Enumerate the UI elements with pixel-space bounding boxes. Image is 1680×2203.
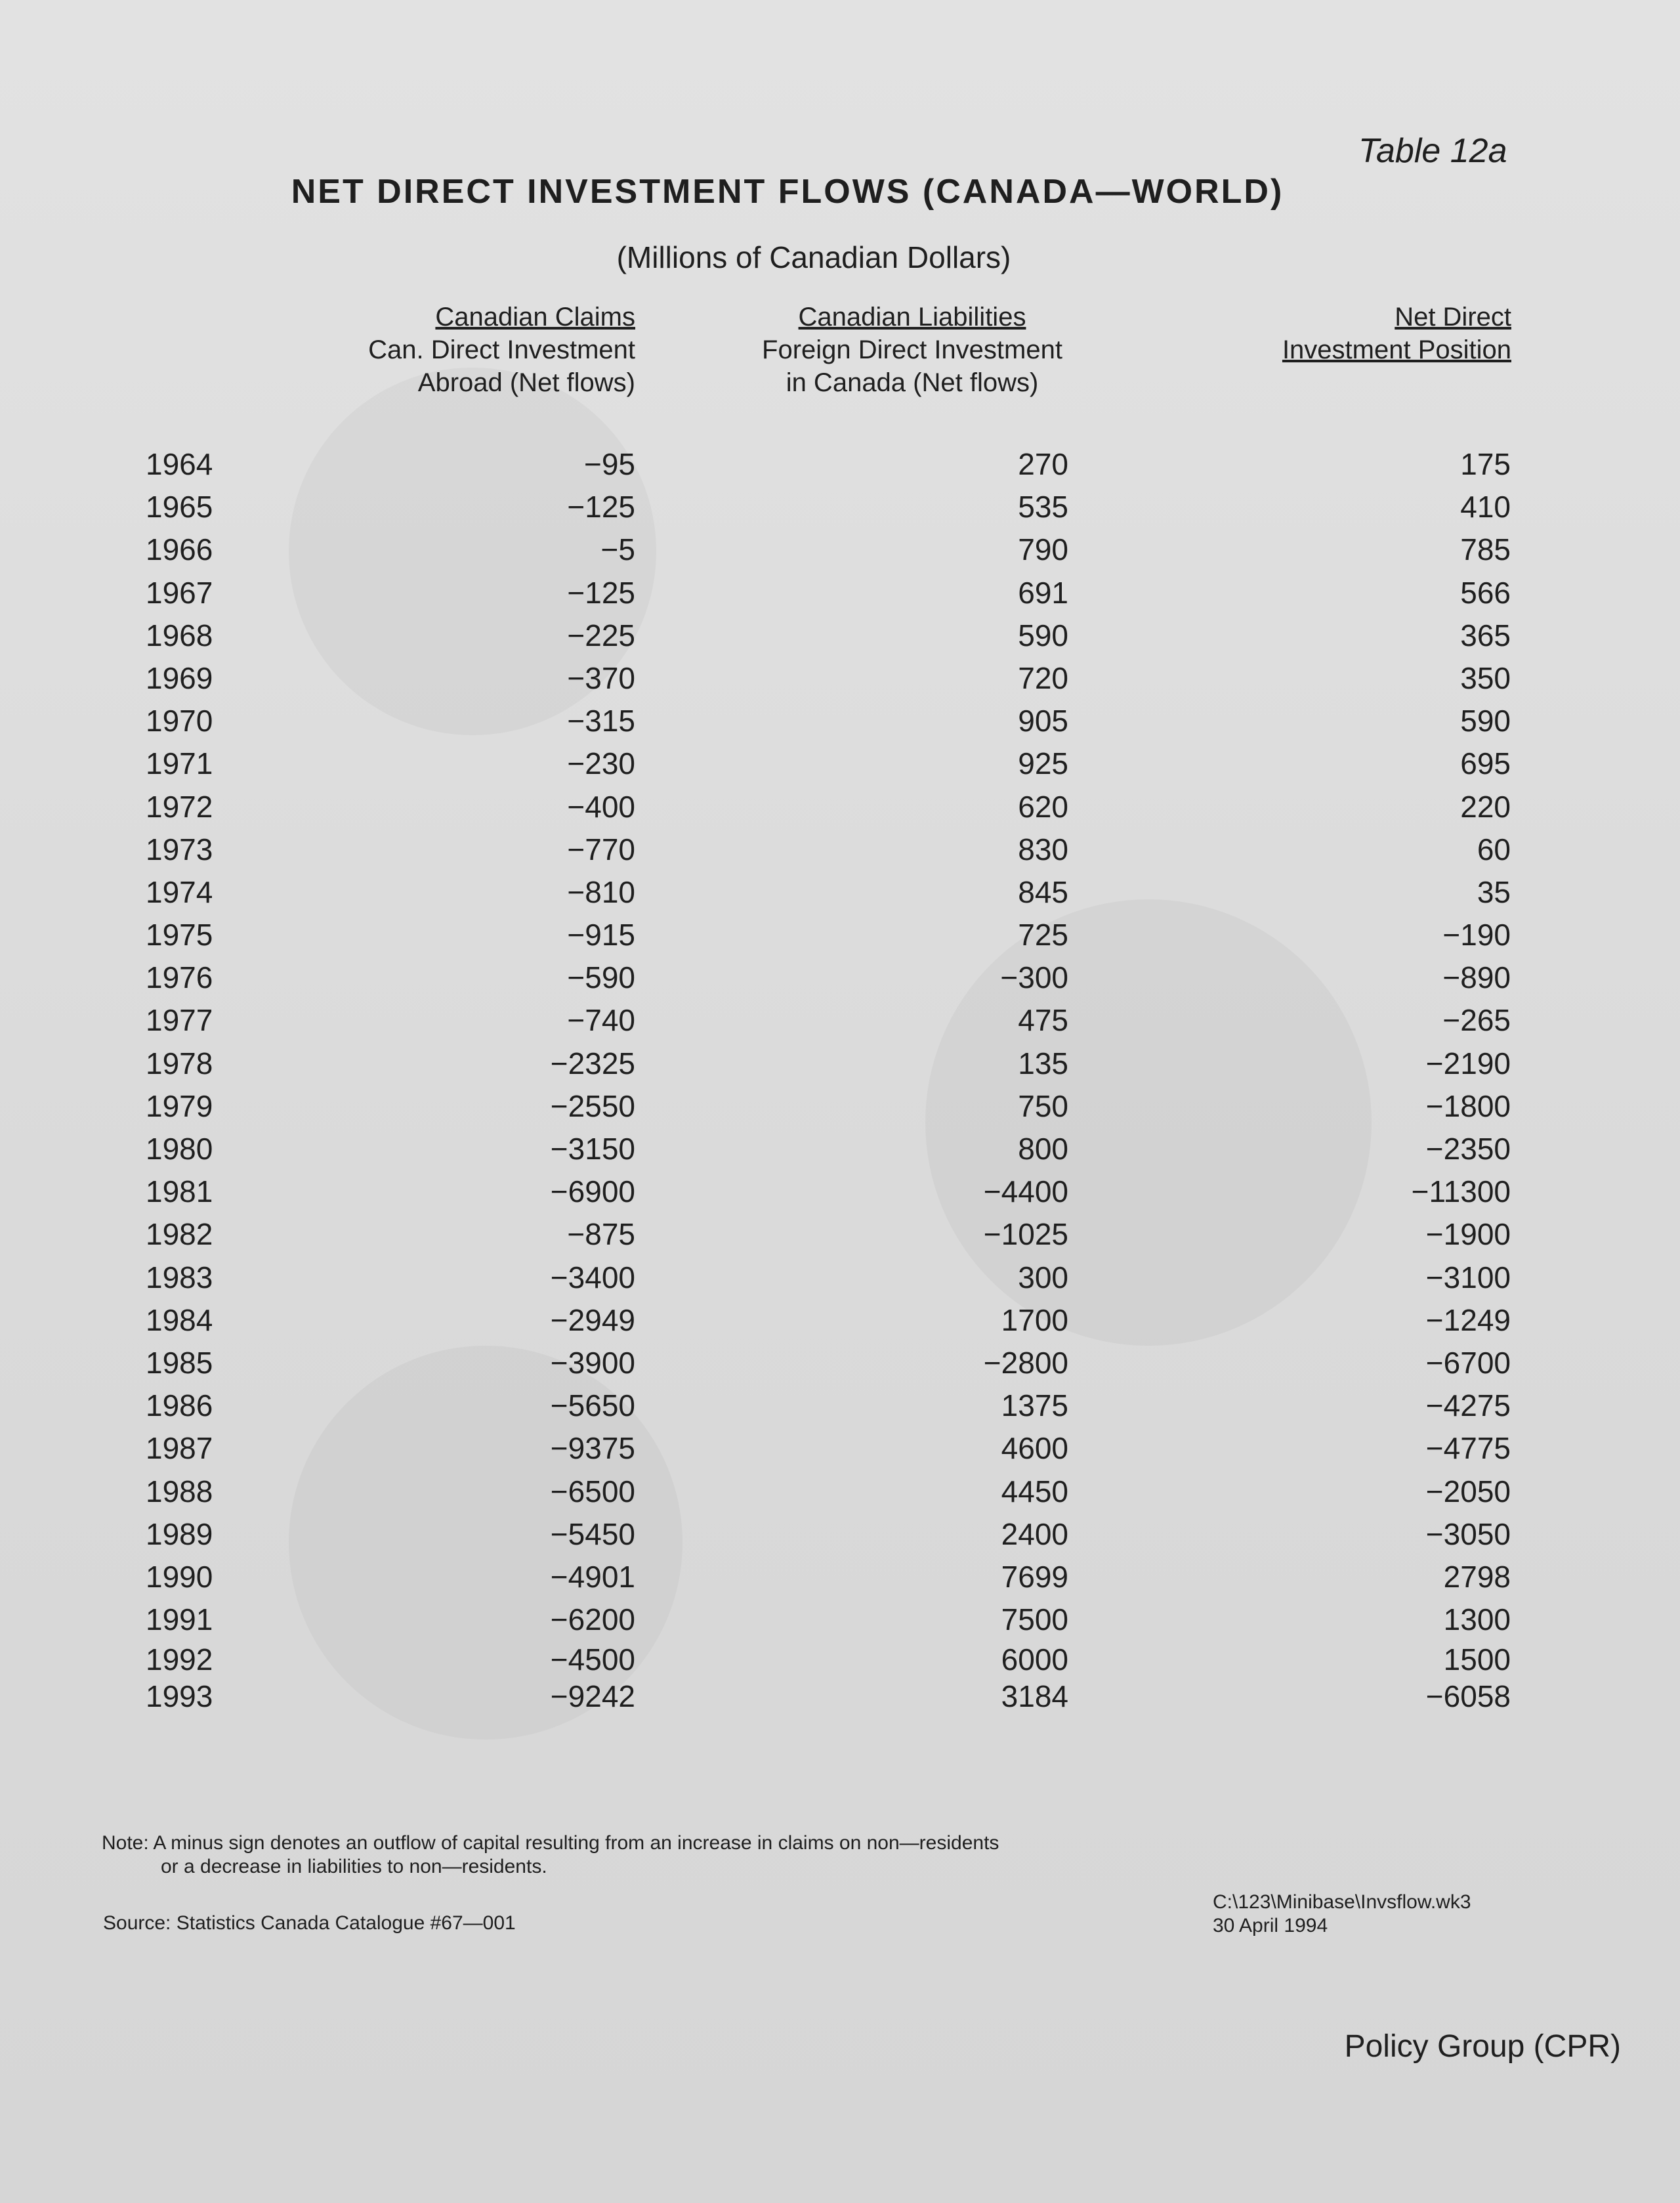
claims-cell: −9242 bbox=[550, 1679, 635, 1714]
year-cell: 1974 bbox=[146, 874, 213, 909]
year-cell: 1991 bbox=[146, 1602, 213, 1637]
claims-cell: −6500 bbox=[550, 1474, 635, 1508]
net-cell: −6058 bbox=[1425, 1679, 1511, 1714]
column-header-liabilities bbox=[722, 301, 1102, 399]
table-row bbox=[0, 1256, 1680, 1299]
data-table bbox=[0, 443, 1680, 1715]
liabilities-cell: 725 bbox=[1018, 918, 1068, 952]
year-cell: 1975 bbox=[146, 918, 213, 952]
liabilities-cell: 790 bbox=[1018, 532, 1068, 567]
column-header-net-line2: Investment Position bbox=[1282, 335, 1511, 364]
table-row bbox=[0, 1513, 1680, 1556]
year-cell: 1990 bbox=[146, 1559, 213, 1594]
year-cell: 1993 bbox=[146, 1679, 213, 1714]
net-cell: −3050 bbox=[1425, 1516, 1511, 1551]
liabilities-cell: 925 bbox=[1018, 746, 1068, 781]
claims-cell: −230 bbox=[567, 746, 635, 781]
table-row bbox=[0, 657, 1680, 700]
net-cell: 590 bbox=[1460, 704, 1511, 738]
table-row bbox=[0, 828, 1680, 871]
table-row bbox=[0, 614, 1680, 657]
year-cell: 1987 bbox=[146, 1431, 213, 1466]
net-cell: 785 bbox=[1460, 532, 1511, 567]
claims-cell: −2949 bbox=[550, 1302, 635, 1337]
liabilities-cell: 300 bbox=[1018, 1260, 1068, 1294]
net-cell: −1900 bbox=[1425, 1217, 1511, 1252]
year-cell: 1985 bbox=[146, 1345, 213, 1380]
claims-cell: −125 bbox=[567, 490, 635, 524]
claims-cell: −370 bbox=[567, 660, 635, 695]
table-row bbox=[0, 1042, 1680, 1085]
liabilities-cell: 4450 bbox=[1001, 1474, 1068, 1508]
net-cell: −2350 bbox=[1425, 1132, 1511, 1166]
table-row bbox=[0, 742, 1680, 785]
year-cell: 1978 bbox=[146, 1046, 213, 1080]
year-cell: 1969 bbox=[146, 660, 213, 695]
liabilities-cell: 800 bbox=[1018, 1132, 1068, 1166]
column-header-liabilities-line3: in Canada (Net flows) bbox=[786, 368, 1039, 397]
net-cell: 35 bbox=[1477, 874, 1511, 909]
table-row bbox=[0, 1299, 1680, 1342]
net-cell: −890 bbox=[1442, 960, 1511, 995]
year-cell: 1981 bbox=[146, 1174, 213, 1209]
liabilities-cell: 2400 bbox=[1001, 1516, 1068, 1551]
table-row bbox=[0, 914, 1680, 956]
column-header-net-title: Net Direct bbox=[1395, 303, 1511, 332]
net-cell: −2050 bbox=[1425, 1474, 1511, 1508]
liabilities-cell: 6000 bbox=[1001, 1642, 1068, 1677]
liabilities-cell: 590 bbox=[1018, 618, 1068, 652]
claims-cell: −3150 bbox=[550, 1132, 635, 1166]
net-cell: −1800 bbox=[1425, 1088, 1511, 1123]
table-row bbox=[0, 1170, 1680, 1213]
net-cell: 695 bbox=[1460, 746, 1511, 781]
table-row bbox=[0, 1470, 1680, 1513]
table-row bbox=[0, 1128, 1680, 1170]
liabilities-cell: 691 bbox=[1018, 575, 1068, 610]
year-cell: 1984 bbox=[146, 1302, 213, 1337]
table-row bbox=[0, 956, 1680, 999]
year-cell: 1964 bbox=[146, 447, 213, 481]
table-row bbox=[0, 871, 1680, 914]
year-cell: 1970 bbox=[146, 704, 213, 738]
net-cell: −3100 bbox=[1425, 1260, 1511, 1294]
claims-cell: −770 bbox=[567, 832, 635, 866]
liabilities-cell: 905 bbox=[1018, 704, 1068, 738]
page-subtitle: (Millions of Canadian Dollars) bbox=[616, 240, 1011, 274]
table-row bbox=[0, 443, 1680, 486]
column-header-claims-title: Canadian Claims bbox=[435, 303, 635, 332]
net-cell: −1249 bbox=[1425, 1302, 1511, 1337]
claims-cell: −9375 bbox=[550, 1431, 635, 1466]
file-reference bbox=[1213, 1891, 1471, 1938]
claims-cell: −95 bbox=[583, 447, 635, 481]
net-cell: 1500 bbox=[1443, 1642, 1511, 1677]
claims-cell: −6200 bbox=[550, 1602, 635, 1637]
year-cell: 1988 bbox=[146, 1474, 213, 1508]
year-cell: 1965 bbox=[146, 490, 213, 524]
liabilities-cell: −300 bbox=[1000, 960, 1068, 995]
footnote-line-2: or a decrease in liabilities to non—residents. bbox=[161, 1856, 547, 1877]
column-header-claims bbox=[368, 301, 635, 399]
liabilities-cell: 7699 bbox=[1001, 1559, 1068, 1594]
footer-organization: Policy Group (CPR) bbox=[1344, 2029, 1621, 2064]
claims-cell: −225 bbox=[567, 618, 635, 652]
claims-cell: −4500 bbox=[550, 1642, 635, 1677]
liabilities-cell: 830 bbox=[1018, 832, 1068, 866]
net-cell: 1300 bbox=[1443, 1602, 1511, 1637]
claims-cell: −5450 bbox=[550, 1516, 635, 1551]
liabilities-cell: 845 bbox=[1018, 874, 1068, 909]
column-header-liabilities-line2: Foreign Direct Investment bbox=[762, 335, 1062, 364]
liabilities-cell: 135 bbox=[1018, 1046, 1068, 1080]
liabilities-cell: 4600 bbox=[1001, 1431, 1068, 1466]
table-row bbox=[0, 528, 1680, 571]
table-row bbox=[0, 999, 1680, 1042]
net-cell: 365 bbox=[1460, 618, 1511, 652]
year-cell: 1979 bbox=[146, 1088, 213, 1123]
claims-cell: −315 bbox=[567, 704, 635, 738]
table-row bbox=[0, 1641, 1680, 1678]
liabilities-cell: −4400 bbox=[983, 1174, 1068, 1209]
net-cell: 60 bbox=[1477, 832, 1511, 866]
table-row bbox=[0, 1384, 1680, 1427]
table-row bbox=[0, 786, 1680, 828]
liabilities-cell: 7500 bbox=[1001, 1602, 1068, 1637]
claims-cell: −915 bbox=[567, 918, 635, 952]
liabilities-cell: −1025 bbox=[983, 1217, 1068, 1252]
net-cell: 410 bbox=[1460, 490, 1511, 524]
net-cell: −190 bbox=[1442, 918, 1511, 952]
claims-cell: −2325 bbox=[550, 1046, 635, 1080]
footnote bbox=[102, 1831, 999, 1879]
claims-cell: −810 bbox=[567, 874, 635, 909]
net-cell: −265 bbox=[1442, 1003, 1511, 1038]
claims-cell: −740 bbox=[567, 1003, 635, 1038]
file-date: 30 April 1994 bbox=[1213, 1915, 1328, 1936]
liabilities-cell: 1700 bbox=[1001, 1302, 1068, 1337]
table-row bbox=[0, 1342, 1680, 1384]
net-cell: −6700 bbox=[1425, 1345, 1511, 1380]
liabilities-cell: 3184 bbox=[1001, 1679, 1068, 1714]
table-row bbox=[0, 486, 1680, 528]
table-row bbox=[0, 1427, 1680, 1470]
page-title: NET DIRECT INVESTMENT FLOWS (CANADA—WORLD) bbox=[291, 173, 1284, 211]
net-cell: 350 bbox=[1460, 660, 1511, 695]
liabilities-cell: 535 bbox=[1018, 490, 1068, 524]
table-row bbox=[0, 572, 1680, 614]
claims-cell: −875 bbox=[567, 1217, 635, 1252]
claims-cell: −400 bbox=[567, 789, 635, 824]
year-cell: 1966 bbox=[146, 532, 213, 567]
table-row bbox=[0, 700, 1680, 742]
liabilities-cell: 1375 bbox=[1001, 1388, 1068, 1423]
claims-cell: −5650 bbox=[550, 1388, 635, 1423]
year-cell: 1973 bbox=[146, 832, 213, 866]
table-row bbox=[0, 1598, 1680, 1641]
net-cell: 175 bbox=[1460, 447, 1511, 481]
year-cell: 1989 bbox=[146, 1516, 213, 1551]
net-cell: −2190 bbox=[1425, 1046, 1511, 1080]
year-cell: 1977 bbox=[146, 1003, 213, 1038]
year-cell: 1983 bbox=[146, 1260, 213, 1294]
net-cell: 2798 bbox=[1443, 1559, 1511, 1594]
claims-cell: −2550 bbox=[550, 1088, 635, 1123]
column-header-claims-line2: Can. Direct Investment bbox=[368, 335, 635, 364]
source-citation: Source: Statistics Canada Catalogue #67—001 bbox=[103, 1912, 516, 1934]
file-path: C:\123\Minibase\Invsflow.wk3 bbox=[1213, 1891, 1471, 1913]
liabilities-cell: 720 bbox=[1018, 660, 1068, 695]
claims-cell: −590 bbox=[567, 960, 635, 995]
footnote-line-1: Note: A minus sign denotes an outflow of capital resulting from an increase in claims on non—residents bbox=[102, 1832, 999, 1854]
column-header-liabilities-title: Canadian Liabilities bbox=[798, 303, 1026, 332]
year-cell: 1982 bbox=[146, 1217, 213, 1252]
table-row bbox=[0, 1556, 1680, 1598]
net-cell: 220 bbox=[1460, 789, 1511, 824]
claims-cell: −6900 bbox=[550, 1174, 635, 1209]
liabilities-cell: −2800 bbox=[983, 1345, 1068, 1380]
net-cell: −4275 bbox=[1425, 1388, 1511, 1423]
year-cell: 1980 bbox=[146, 1132, 213, 1166]
liabilities-cell: 475 bbox=[1018, 1003, 1068, 1038]
claims-cell: −4901 bbox=[550, 1559, 635, 1594]
year-cell: 1976 bbox=[146, 960, 213, 995]
year-cell: 1971 bbox=[146, 746, 213, 781]
year-cell: 1992 bbox=[146, 1642, 213, 1677]
liabilities-cell: 620 bbox=[1018, 789, 1068, 824]
net-cell: 566 bbox=[1460, 575, 1511, 610]
column-header-claims-line3: Abroad (Net flows) bbox=[417, 368, 635, 397]
table-row bbox=[0, 1085, 1680, 1128]
year-cell: 1968 bbox=[146, 618, 213, 652]
column-header-net bbox=[1282, 301, 1511, 366]
year-cell: 1967 bbox=[146, 575, 213, 610]
claims-cell: −3900 bbox=[550, 1345, 635, 1380]
year-cell: 1972 bbox=[146, 789, 213, 824]
table-row bbox=[0, 1213, 1680, 1256]
table-label: Table 12a bbox=[1358, 132, 1507, 170]
claims-cell: −3400 bbox=[550, 1260, 635, 1294]
year-cell: 1986 bbox=[146, 1388, 213, 1423]
table-row bbox=[0, 1678, 1680, 1715]
net-cell: −11300 bbox=[1411, 1174, 1511, 1209]
claims-cell: −5 bbox=[600, 532, 635, 567]
liabilities-cell: 750 bbox=[1018, 1088, 1068, 1123]
net-cell: −4775 bbox=[1425, 1431, 1511, 1466]
claims-cell: −125 bbox=[567, 575, 635, 610]
liabilities-cell: 270 bbox=[1018, 447, 1068, 481]
